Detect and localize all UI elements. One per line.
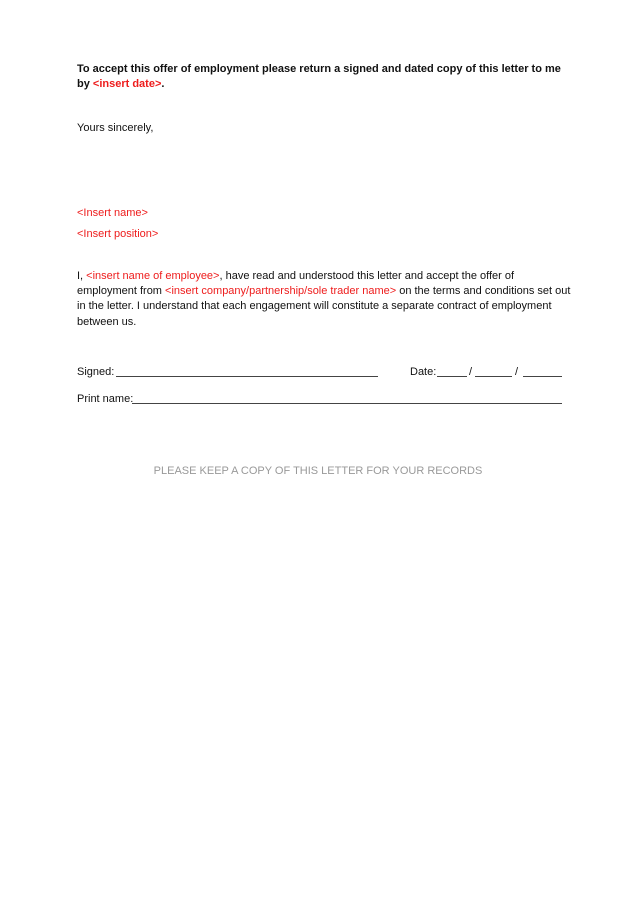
text: , have read and understood this letter and accept the offer of (219, 270, 515, 282)
acceptance-line2 (77, 284, 570, 298)
date-separator: / (515, 366, 519, 378)
insert-date-placeholder: <insert date> (92, 78, 162, 90)
accept-instruction-line2 (77, 77, 164, 91)
print-name-field[interactable] (132, 403, 562, 404)
text: employment from (77, 285, 166, 297)
date-day-field[interactable] (437, 376, 467, 377)
text: I, (77, 270, 87, 282)
accept-instruction-line1: To accept this offer of employment please return a signed and dated copy of this letter to me (77, 63, 561, 75)
employee-name-placeholder: <insert name of employee> (86, 270, 220, 282)
signatory-name-placeholder: <Insert name> (77, 207, 148, 219)
print-name-label: Print name: (77, 393, 134, 405)
date-label: Date: (410, 366, 437, 378)
by-text: by (77, 78, 93, 90)
date-year-field[interactable] (523, 376, 562, 377)
acceptance-line3: in the letter. I understand that each engagement will constitute a separate contract of employment (77, 300, 552, 312)
acceptance-line1 (77, 269, 514, 283)
closing: Yours sincerely, (77, 122, 154, 134)
signed-label: Signed: (77, 366, 115, 378)
records-notice: PLEASE KEEP A COPY OF THIS LETTER FOR YOUR RECORDS (153, 465, 483, 477)
acceptance-line4: between us. (77, 316, 137, 328)
signature-field[interactable] (116, 376, 378, 377)
signatory-position-placeholder: <Insert position> (77, 228, 159, 240)
period: . (161, 78, 165, 90)
text: on the terms and conditions set out (396, 285, 571, 297)
date-separator: / (469, 366, 473, 378)
date-month-field[interactable] (475, 376, 512, 377)
company-name-placeholder: <insert company/partnership/sole trader name> (165, 285, 397, 297)
